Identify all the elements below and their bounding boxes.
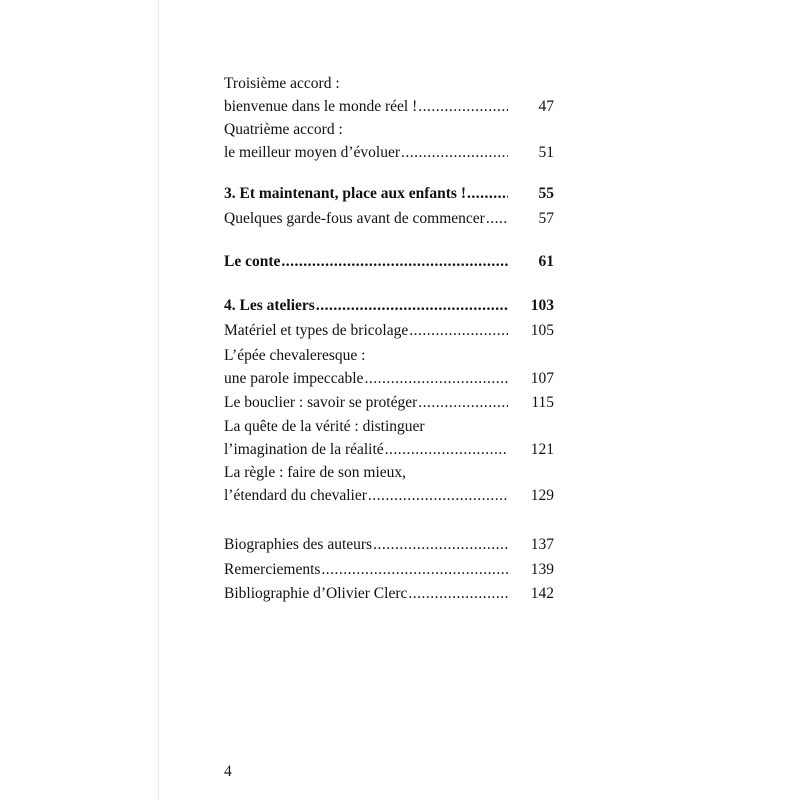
toc-entry-heading: Troisième accord : [224, 75, 340, 92]
toc-entry-page: 107 [530, 370, 554, 387]
toc-entry-heading: La règle : faire de son mieux, [224, 464, 407, 481]
toc-chapter-3 [224, 182, 554, 205]
toc-entry-page: 142 [530, 585, 554, 602]
toc-entry-troisieme-accord [224, 72, 554, 118]
toc-entry-title: Quelques garde-fous avant de commencer [224, 210, 485, 227]
toc-entry-bibliographie [224, 582, 554, 605]
toc-entry-page: 55 [538, 185, 554, 202]
toc-entry-epee [224, 344, 554, 390]
toc-entry-title: Remerciements [224, 561, 321, 578]
toc-entry-page: 121 [530, 441, 554, 458]
toc-entry-biographies [224, 533, 554, 556]
dot-leader [408, 582, 508, 605]
dot-leader [409, 319, 508, 342]
toc-entry-materiel [224, 319, 554, 342]
toc-entry-title: Biographies des auteurs [224, 536, 373, 553]
toc-entry-heading: La quête de la vérité : distinguer [224, 418, 425, 435]
dot-leader [486, 207, 508, 230]
toc-chapter-4 [224, 294, 554, 317]
toc-entry-title: 4. Les ateliers [224, 297, 315, 314]
dot-leader [316, 294, 508, 317]
toc-chapter-conte [224, 250, 554, 273]
dot-leader [373, 533, 508, 556]
toc-entry-title: une parole impeccable [224, 370, 364, 387]
toc-entry-title: l’étendard du chevalier [224, 487, 367, 504]
dot-leader [467, 182, 508, 205]
toc-entry-quete [224, 415, 554, 461]
toc-entry-heading: L’épée chevaleresque : [224, 347, 366, 364]
dot-leader [281, 250, 508, 273]
dot-leader [321, 558, 508, 581]
dot-leader [385, 438, 508, 461]
toc-entry-title: le meilleur moyen d’évoluer [224, 144, 401, 161]
dot-leader [368, 484, 508, 507]
toc-entry-heading: Quatrième accord : [224, 121, 343, 138]
toc-entry-title: Matériel et types de bricolage [224, 322, 409, 339]
page-number: 4 [224, 763, 232, 780]
toc-entry-title: 3. Et maintenant, place aux enfants ! [224, 185, 466, 202]
toc-entry-bouclier [224, 391, 554, 414]
toc-entry-page: 129 [530, 487, 554, 504]
toc-entry-garde-fous [224, 207, 554, 230]
dot-leader [401, 141, 508, 164]
dot-leader [364, 367, 508, 390]
toc-entry-remerciements [224, 558, 554, 581]
toc-entry-title: Le bouclier : savoir se protéger [224, 394, 418, 411]
toc-entry-quatrieme-accord [224, 118, 554, 164]
toc-entry-page: 47 [538, 98, 554, 115]
dot-leader [418, 391, 508, 414]
toc-entry-title: Bibliographie d’Olivier Clerc [224, 585, 408, 602]
page-edge [158, 0, 159, 800]
toc-entry-title: l’imagination de la réalité [224, 441, 384, 458]
toc-entry-regle [224, 461, 554, 507]
toc-entry-page: 137 [530, 536, 554, 553]
toc-entry-title: Le conte [224, 253, 281, 270]
toc-entry-page: 57 [538, 210, 554, 227]
toc-entry-page: 105 [530, 322, 554, 339]
dot-leader [418, 95, 508, 118]
toc-entry-page: 115 [531, 394, 554, 411]
toc-entry-title: bienvenue dans le monde réel ! [224, 98, 418, 115]
toc-entry-page: 139 [530, 561, 554, 578]
toc-entry-page: 51 [538, 144, 554, 161]
toc-entry-page: 61 [538, 253, 554, 270]
toc-entry-page: 103 [530, 297, 554, 314]
